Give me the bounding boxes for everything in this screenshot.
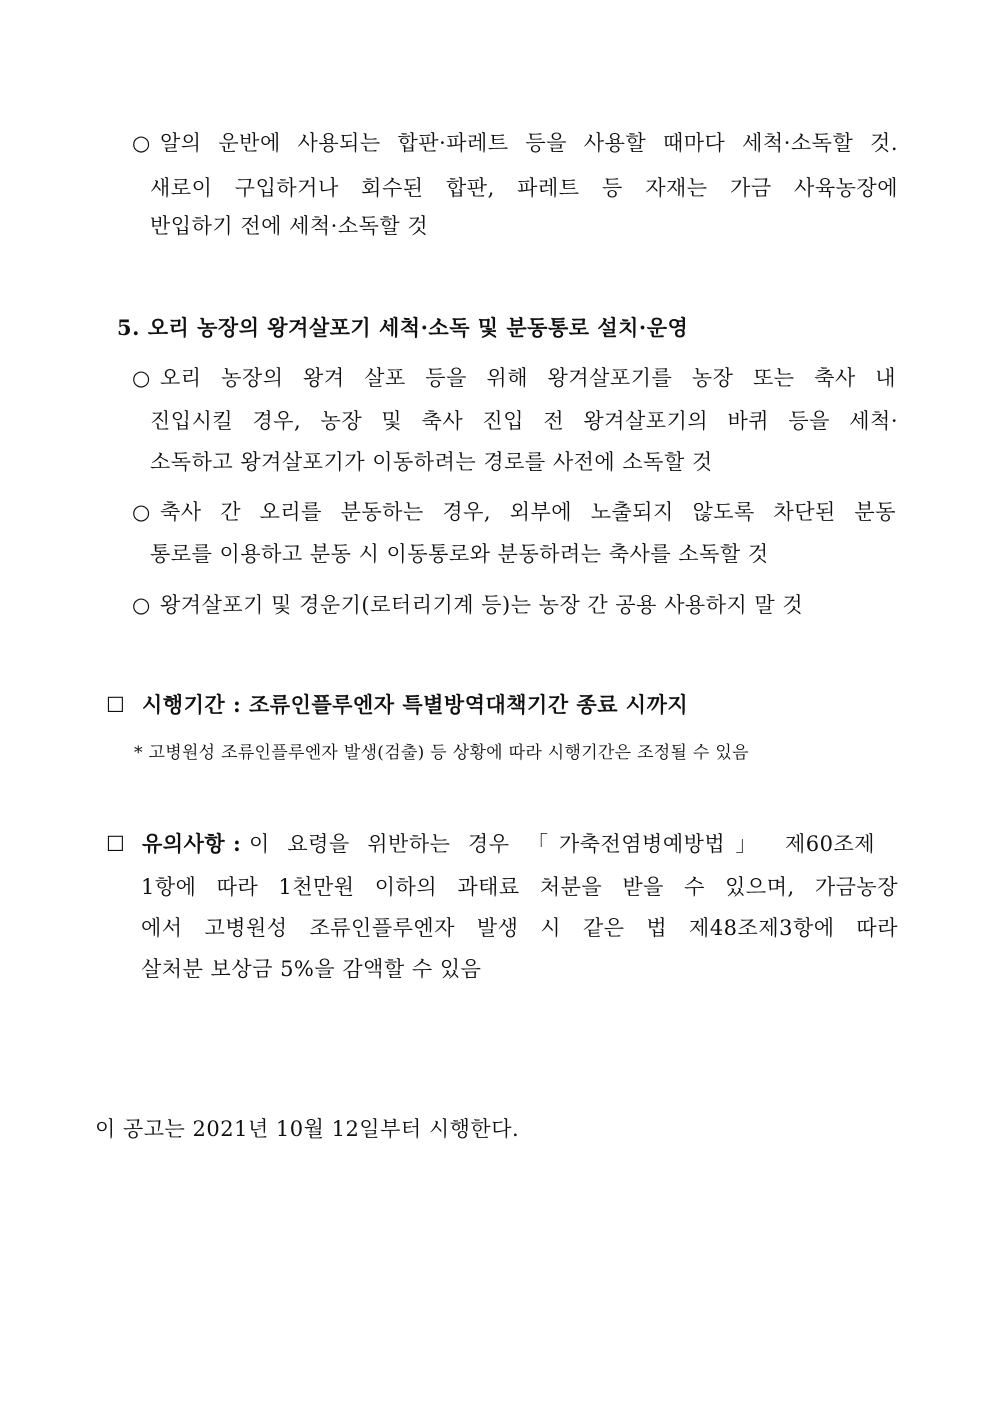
checkbox-square-icon: ☐ <box>106 693 126 717</box>
item4-text-line3: 반입하기 전에 세척·소독할 것 <box>150 214 429 238</box>
section5-item3-line1 <box>132 590 803 620</box>
caution-line3 <box>141 913 902 943</box>
item4-text-line1: 알의 운반에 사용되는 합판·파레트 등을 사용할 때마다 세척·소독할 것. <box>160 131 898 155</box>
section5-item2-text-line1: 축사 간 오리를 분동하는 경우, 외부에 노출되지 않도록 차단된 분동 <box>160 500 896 524</box>
period-label: 시행기간 : 조류인플루엔자 특별방역대책기간 종료 시까지 <box>142 692 689 717</box>
section5-item1-text-line2: 진입시킬 경우, 농장 및 축사 진입 전 왕겨살포기의 바퀴 등을 세척· <box>150 409 898 433</box>
bullet-circle-icon: ○ <box>132 593 151 617</box>
effective-date-statement: 이 공고는 2021년 10월 12일부터 시행한다. <box>95 1117 520 1141</box>
section5-item1-text-line1: 오리 농장의 왕겨 살포 등을 위해 왕겨살포기를 농장 또는 축사 내 <box>160 366 896 390</box>
section5-item1-line1 <box>132 363 902 393</box>
caution-text-line2: 1항에 따라 1천만원 이하의 과태료 처분을 받을 수 있으며, 가금농장 <box>141 875 898 899</box>
section5-item1-line3 <box>150 447 713 477</box>
period-heading <box>106 690 688 720</box>
caution-label: 유의사항 <box>142 831 226 856</box>
caution-colon: : <box>225 831 250 856</box>
item4-text-line2: 새로이 구입하거나 회수된 합판, 파레트 등 자재는 가금 사육농장에 <box>150 176 898 200</box>
period-note: * 고병원성 조류인플루엔자 발생(검출) 등 상황에 따라 시행기간은 조정될 수 있음 <box>134 743 749 763</box>
section5-item2-line2 <box>150 539 769 569</box>
caution-text-line1: 이 요령을 위반하는 경우 「가축전염병예방법」 제60조제 <box>249 832 876 856</box>
caution-line2 <box>141 872 902 902</box>
section5-heading: 5. 오리 농장의 왕겨살포기 세척·소독 및 분동통로 설치·운영 <box>117 315 689 340</box>
checkbox-square-icon: ☐ <box>106 832 126 856</box>
bullet-circle-icon: ○ <box>132 131 151 155</box>
caution-line1 <box>106 829 902 859</box>
bullet-circle-icon: ○ <box>132 366 151 390</box>
bullet-circle-icon: ○ <box>132 500 151 524</box>
section5-item1-line2 <box>150 406 902 436</box>
caution-line4 <box>141 954 481 984</box>
item4-line3 <box>150 211 428 241</box>
caution-text-line3: 에서 고병원성 조류인플루엔자 발생 시 같은 법 제48조제3항에 따라 <box>141 916 898 940</box>
section5-item2-text-line2: 통로를 이용하고 분동 시 이동통로와 분동하려는 축사를 소독할 것 <box>150 542 769 566</box>
section5-item2-line1 <box>132 497 902 527</box>
section5-item3-text-line1: 왕겨살포기 및 경운기(로터리기계 등)는 농장 간 공용 사용하지 말 것 <box>160 593 804 617</box>
item4-line2 <box>150 173 902 203</box>
caution-text-line4: 살처분 보상금 5%을 감액할 수 있음 <box>141 957 482 981</box>
section5-item1-text-line3: 소독하고 왕겨살포기가 이동하려는 경로를 사전에 소독할 것 <box>150 450 713 474</box>
item4-line1 <box>132 128 902 158</box>
